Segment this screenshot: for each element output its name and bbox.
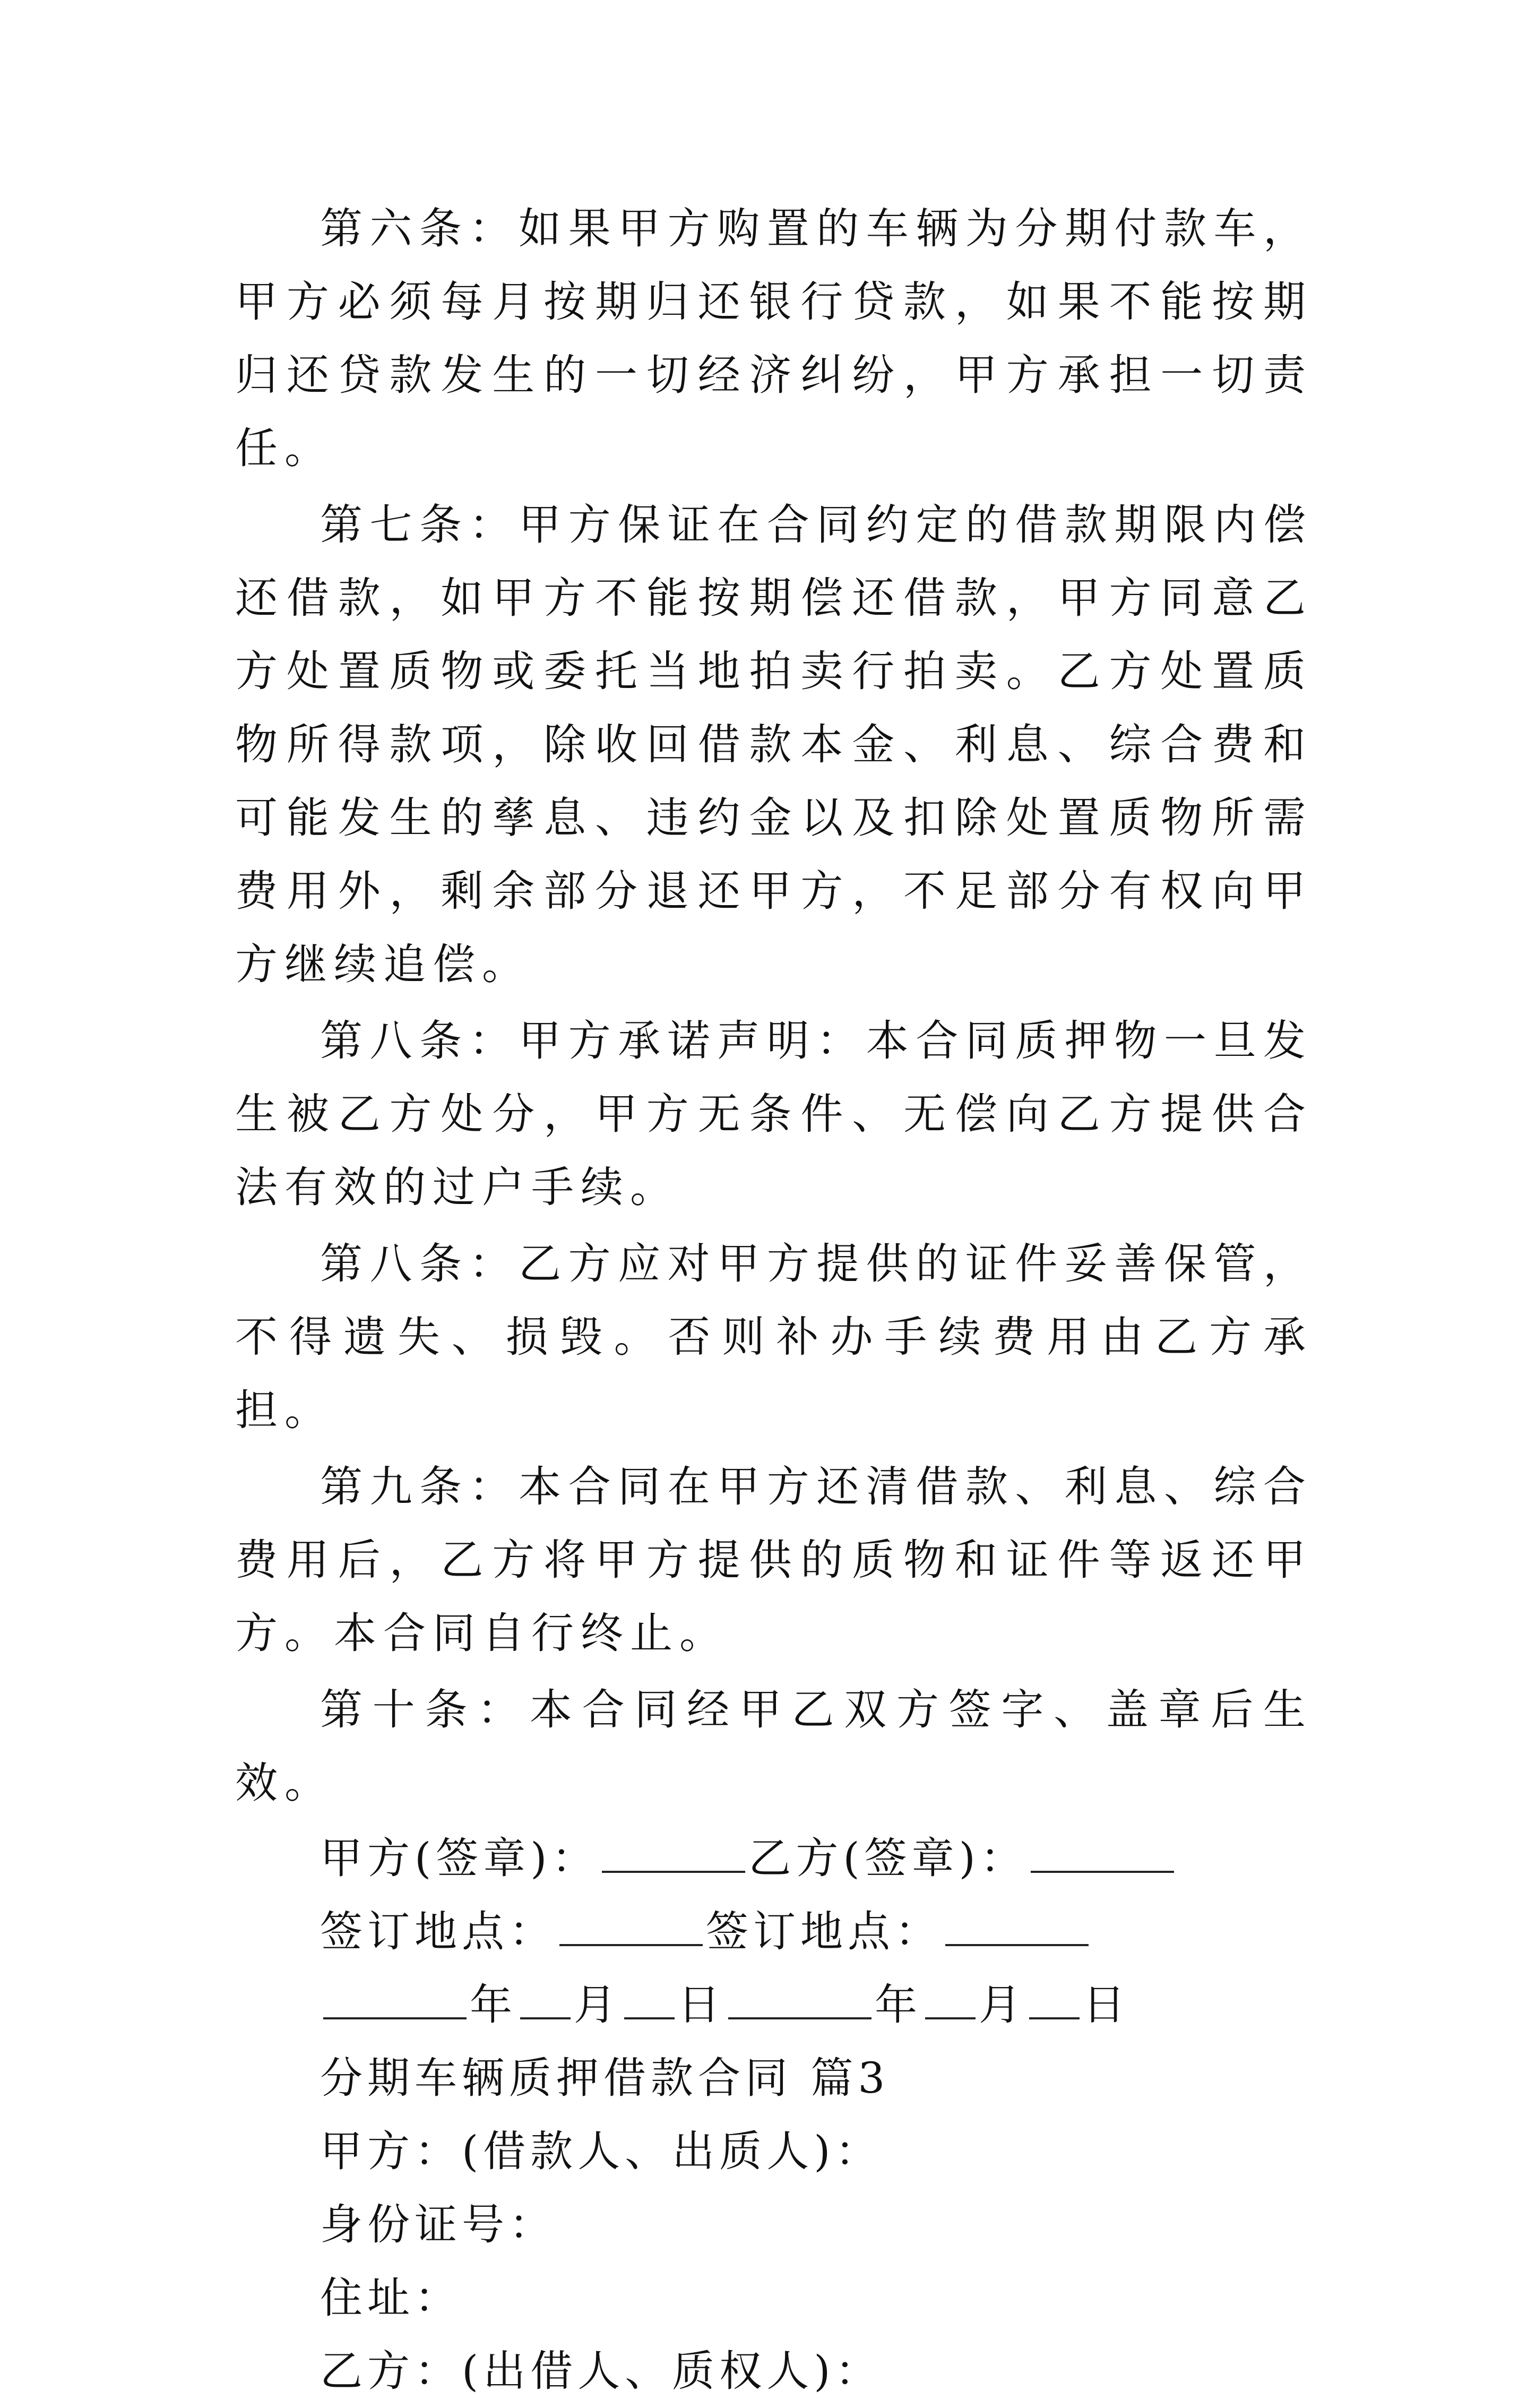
party-a-month-blank[interactable] (520, 1986, 571, 2019)
article-8-custody: 第八条：乙方应对甲方提供的证件妥善保管，不得遗失、损毁。否则补办手续费用由乙方承担。 (235, 1239, 1313, 1435)
id-number-field: 身份证号： (320, 2200, 556, 2249)
party-a-place-label: 签订地点： (320, 1907, 556, 1956)
party-a-year-label: 年 (470, 1980, 517, 2029)
party-a-day-label: 日 (678, 1980, 725, 2029)
address-field: 住址： (320, 2273, 462, 2323)
party-b-day-blank[interactable] (1029, 1986, 1080, 2019)
party-b-place-blank[interactable] (945, 1913, 1089, 1946)
party-b-signature-blank[interactable] (1031, 1840, 1174, 1873)
signature-line (235, 1822, 1313, 1895)
party-b-year-label: 年 (875, 1980, 922, 2029)
article-10: 第十条：本合同经甲乙双方签字、盖章后生效。 (235, 1685, 1313, 1808)
party-b-day-label: 日 (1083, 1980, 1130, 2029)
party-a-year-blank[interactable] (323, 1986, 467, 2019)
signing-place-line (235, 1895, 1313, 1968)
party-a-signature-label: 甲方(签章)： (320, 1834, 599, 1883)
party-b-month-label: 月 (979, 1980, 1026, 2029)
article-9: 第九条：本合同在甲方还清借款、利息、综合费用后，乙方将甲方提供的质物和证件等返还甲方。本合同自行终止。 (235, 1462, 1313, 1658)
party-a-month-label: 月 (574, 1980, 621, 2029)
article-7: 第七条：甲方保证在合同约定的借款期限内偿还借款，如甲方不能按期偿还借款，甲方同意乙方处置质物或委托当地拍卖行拍卖。乙方处置质物所得款项，除收回借款本金、利息、综合费和可能发生的孳息、违约金以及扣除处置质物所需费用外，剩余部分退还甲方，不足部分有权向甲方继续追偿。 (235, 500, 1313, 989)
party-b-place-label: 签订地点： (706, 1907, 942, 1956)
article-6: 第六条：如果甲方购置的车辆为分期付款车，甲方必须每月按期归还银行贷款，如果不能按期归还贷款发生的一切经济纠纷，甲方承担一切责任。 (235, 204, 1313, 473)
party-b-signature-label: 乙方(签章)： (748, 1834, 1028, 1883)
document-body (235, 192, 1313, 2408)
party-a-day-blank[interactable] (624, 1986, 675, 2019)
party-b-field: 乙方：(出借人、质权人)： (320, 2346, 883, 2396)
party-a-field: 甲方：(借款人、出质人)： (320, 2127, 883, 2176)
party-b-year-blank[interactable] (728, 1986, 871, 2019)
article-8-declaration: 第八条：甲方承诺声明：本合同质押物一旦发生被乙方处分，甲方无条件、无偿向乙方提供合法有效的过户手续。 (235, 1016, 1313, 1212)
section-title: 分期车辆质押借款合同 篇3 (320, 2053, 890, 2103)
date-line (235, 1968, 1313, 2042)
party-a-place-blank[interactable] (559, 1913, 703, 1946)
party-a-signature-blank[interactable] (602, 1840, 745, 1873)
party-b-month-blank[interactable] (925, 1986, 976, 2019)
